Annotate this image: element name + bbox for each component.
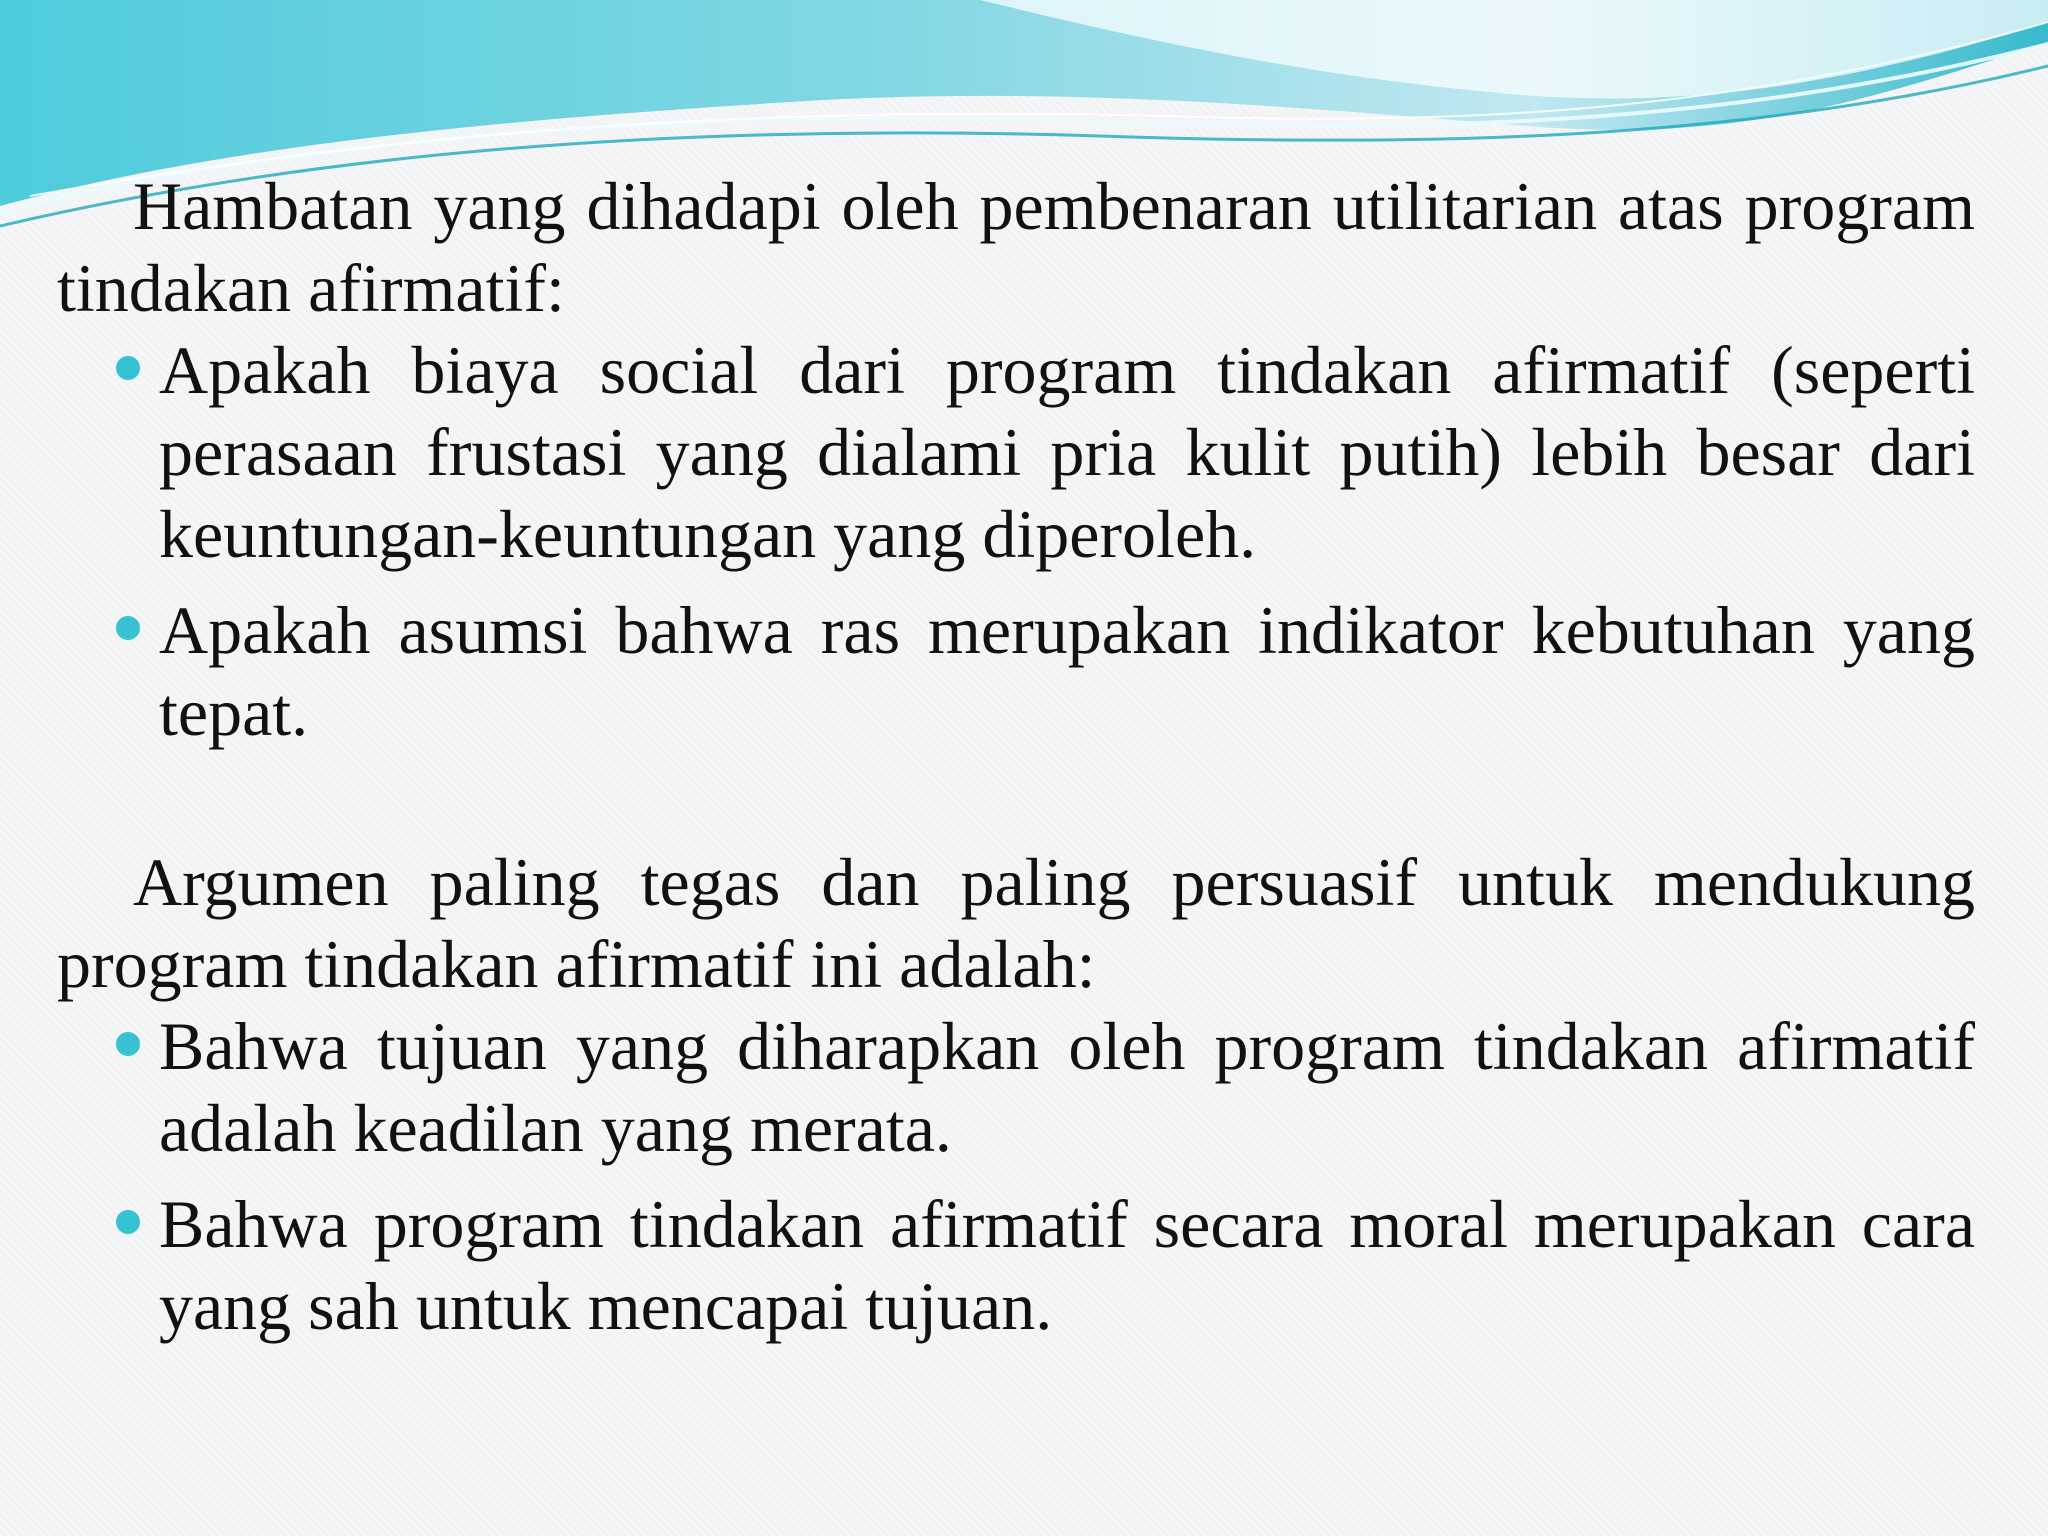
bullet-dot-icon [116, 616, 140, 640]
bullet-list-2 [57, 1005, 1975, 1347]
bullet-text: Apakah asumsi bahwa ras merupakan indikator kebutuhan yang tepat. [159, 592, 1975, 750]
section-spacer [57, 753, 1975, 841]
bullet-text: Apakah biaya social dari program tindakan afirmatif (seperti perasaan frustasi yang dialami pria kulit putih) lebih besar dari keuntungan-keuntungan yang diperoleh. [159, 332, 1975, 572]
bullet-item [57, 329, 1975, 575]
bullet-text: Bahwa program tindakan afirmatif secara moral merupakan cara yang sah untuk mencapai tujuan. [159, 1186, 1975, 1344]
bullet-list-1 [57, 329, 1975, 753]
bullet-item [57, 589, 1975, 753]
intro-paragraph-2: Argumen paling tegas dan paling persuasif untuk mendukung program tindakan afirmatif ini adalah: [57, 844, 1975, 1002]
bullet-dot-icon [116, 356, 140, 380]
bullet-text: Bahwa tujuan yang diharapkan oleh program tindakan afirmatif adalah keadilan yang merata. [159, 1008, 1975, 1166]
bullet-dot-icon [116, 1210, 140, 1234]
bullet-dot-icon [116, 1032, 140, 1056]
bullet-item [57, 1005, 1975, 1169]
bullet-item [57, 1183, 1975, 1347]
slide-content [57, 165, 1975, 1347]
intro-paragraph-1: Hambatan yang dihadapi oleh pembenaran utilitarian atas program tindakan afirmatif: [57, 168, 1975, 326]
